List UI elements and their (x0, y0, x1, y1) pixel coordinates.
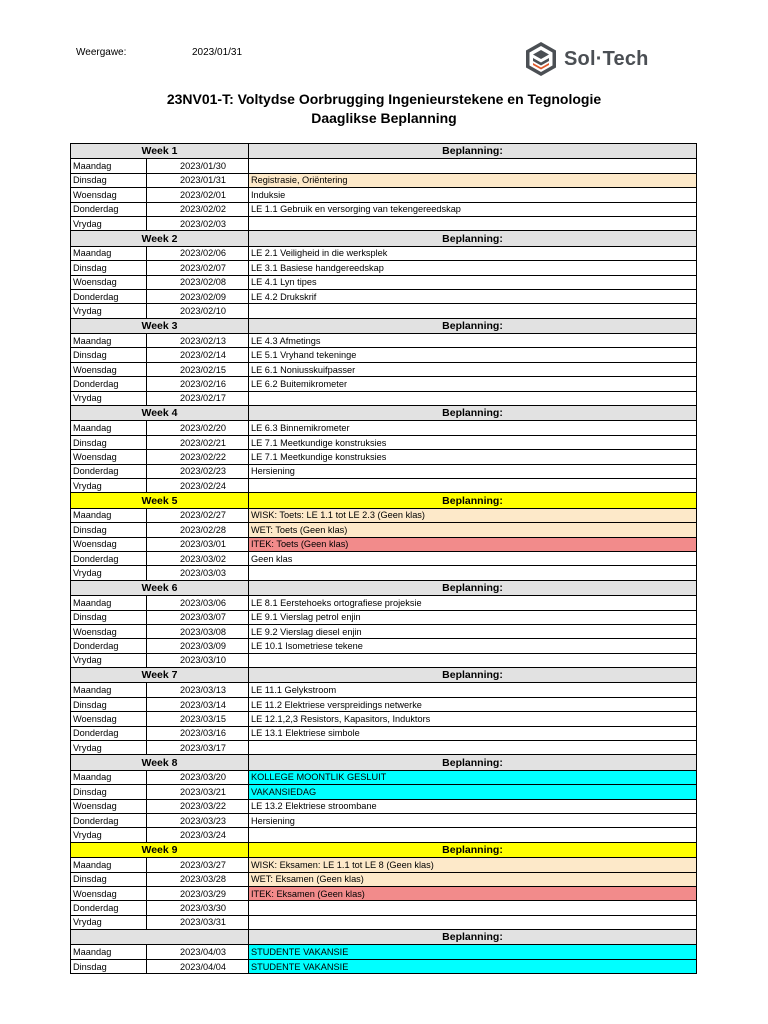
planning-header: Beplanning: (249, 668, 697, 683)
day-row (71, 537, 697, 551)
day-row (71, 421, 697, 435)
day-plan: LE 2.1 Veiligheid in die werksplek (249, 246, 697, 260)
day-date: 2023/02/27 (147, 508, 249, 522)
week-label: Week 6 (71, 580, 249, 595)
planning-table (70, 143, 697, 974)
day-date: 2023/02/24 (147, 478, 249, 492)
day-name: Vrydag (71, 304, 147, 318)
day-plan: ITEK: Toets (Geen klas) (249, 537, 697, 551)
day-plan (249, 216, 697, 230)
day-plan: LE 11.1 Gelykstroom (249, 683, 697, 697)
day-date: 2023/02/06 (147, 246, 249, 260)
day-name: Donderdag (71, 726, 147, 740)
day-row (71, 697, 697, 711)
day-name: Maandag (71, 508, 147, 522)
day-row (71, 289, 697, 303)
day-plan (249, 304, 697, 318)
view-date: 2023/01/31 (192, 47, 243, 58)
day-name: Vrydag (71, 216, 147, 230)
day-plan: LE 12.1,2,3 Resistors, Kapasitors, Induktors (249, 712, 697, 726)
day-row (71, 450, 697, 464)
day-plan: LE 9.1 Vierslag petrol enjin (249, 610, 697, 624)
day-name: Dinsdag (71, 872, 147, 886)
day-row (71, 216, 697, 230)
day-plan: LE 6.1 Noniusskuifpasser (249, 362, 697, 376)
day-name: Woensdag (71, 188, 147, 202)
day-row (71, 828, 697, 842)
day-row (71, 348, 697, 362)
day-date: 2023/02/01 (147, 188, 249, 202)
day-row (71, 770, 697, 784)
day-name: Dinsdag (71, 435, 147, 449)
week-label: Week 8 (71, 755, 249, 770)
day-date: 2023/03/09 (147, 639, 249, 653)
day-plan: LE 4.3 Afmetings (249, 334, 697, 348)
day-plan (249, 901, 697, 915)
day-name: Dinsdag (71, 261, 147, 275)
day-date: 2023/03/27 (147, 858, 249, 872)
view-label: Weergawe: (76, 47, 127, 58)
day-plan: LE 13.2 Elektriese stroombane (249, 799, 697, 813)
week-label: Week 4 (71, 406, 249, 421)
day-row (71, 377, 697, 391)
day-name: Maandag (71, 159, 147, 173)
day-name: Donderdag (71, 639, 147, 653)
day-name: Donderdag (71, 901, 147, 915)
day-plan: LE 4.2 Drukskrif (249, 289, 697, 303)
day-name: Woensdag (71, 537, 147, 551)
day-plan: WISK: Toets: LE 1.1 tot LE 2.3 (Geen klas) (249, 508, 697, 522)
day-date: 2023/02/07 (147, 261, 249, 275)
planning-header: Beplanning: (249, 406, 697, 421)
day-date: 2023/03/03 (147, 566, 249, 580)
day-plan: WET: Toets (Geen klas) (249, 523, 697, 537)
day-plan: Registrasie, Oriëntering (249, 173, 697, 187)
day-date: 2023/03/24 (147, 828, 249, 842)
day-name: Woensdag (71, 712, 147, 726)
day-date: 2023/03/14 (147, 697, 249, 711)
hexagon-logo-icon (524, 41, 558, 77)
day-name: Maandag (71, 683, 147, 697)
planning-header: Beplanning: (249, 930, 697, 945)
day-name: Vrydag (71, 828, 147, 842)
day-name: Dinsdag (71, 173, 147, 187)
day-name: Dinsdag (71, 959, 147, 973)
day-row (71, 275, 697, 289)
day-plan: LE 11.2 Elektriese verspreidings netwerke (249, 697, 697, 711)
planning-header: Beplanning: (249, 318, 697, 333)
day-row (71, 726, 697, 740)
day-date: 2023/01/30 (147, 159, 249, 173)
week-header-row (71, 493, 697, 508)
day-row (71, 391, 697, 405)
day-name: Maandag (71, 858, 147, 872)
day-date: 2023/03/22 (147, 799, 249, 813)
day-date: 2023/02/16 (147, 377, 249, 391)
day-name: Dinsdag (71, 697, 147, 711)
day-date: 2023/02/02 (147, 202, 249, 216)
day-date: 2023/02/22 (147, 450, 249, 464)
day-date: 2023/03/17 (147, 741, 249, 755)
day-name: Woensdag (71, 275, 147, 289)
day-date: 2023/03/28 (147, 872, 249, 886)
day-plan: LE 6.3 Binnemikrometer (249, 421, 697, 435)
day-row (71, 464, 697, 478)
day-row (71, 566, 697, 580)
planning-header: Beplanning: (249, 144, 697, 159)
day-date: 2023/03/10 (147, 653, 249, 667)
day-date: 2023/02/03 (147, 216, 249, 230)
day-row (71, 872, 697, 886)
soltech-logo (524, 40, 649, 78)
day-row (71, 202, 697, 216)
day-plan (249, 391, 697, 405)
day-row (71, 915, 697, 929)
day-plan: LE 9.2 Vierslag diesel enjin (249, 624, 697, 638)
day-plan: ITEK: Eksamen (Geen klas) (249, 886, 697, 900)
week-header-row (71, 231, 697, 246)
day-name: Dinsdag (71, 348, 147, 362)
day-plan: LE 7.1 Meetkundige konstruksies (249, 435, 697, 449)
day-plan: WET: Eksamen (Geen klas) (249, 872, 697, 886)
day-name: Maandag (71, 246, 147, 260)
day-name: Vrydag (71, 653, 147, 667)
day-plan: LE 7.1 Meetkundige konstruksies (249, 450, 697, 464)
day-name: Maandag (71, 945, 147, 959)
day-date: 2023/03/08 (147, 624, 249, 638)
logo-text: Sol·Tech (564, 47, 649, 70)
day-row (71, 362, 697, 376)
week-header-row (71, 755, 697, 770)
day-row (71, 261, 697, 275)
day-plan: VAKANSIEDAG (249, 785, 697, 799)
week-header-row (71, 406, 697, 421)
day-name: Donderdag (71, 551, 147, 565)
day-plan: Hersiening (249, 813, 697, 827)
week-label: Week 2 (71, 231, 249, 246)
day-date: 2023/03/06 (147, 596, 249, 610)
day-row (71, 639, 697, 653)
day-name: Woensdag (71, 450, 147, 464)
week-header-row (71, 144, 697, 159)
day-name: Dinsdag (71, 610, 147, 624)
day-plan (249, 828, 697, 842)
day-plan: LE 13.1 Elektriese simbole (249, 726, 697, 740)
day-date: 2023/02/20 (147, 421, 249, 435)
day-row (71, 741, 697, 755)
day-row (71, 712, 697, 726)
week-header-row (71, 580, 697, 595)
day-date: 2023/03/01 (147, 537, 249, 551)
week-label: Week 7 (71, 668, 249, 683)
planning-header: Beplanning: (249, 755, 697, 770)
day-row (71, 508, 697, 522)
day-row (71, 785, 697, 799)
day-plan: LE 3.1 Basiese handgereedskap (249, 261, 697, 275)
day-plan: STUDENTE VAKANSIE (249, 945, 697, 959)
day-row (71, 886, 697, 900)
page-subtitle: Daaglikse Beplanning (311, 110, 457, 126)
day-name: Donderdag (71, 464, 147, 478)
day-name: Woensdag (71, 362, 147, 376)
day-row (71, 334, 697, 348)
day-date: 2023/02/23 (147, 464, 249, 478)
week-header-row (71, 842, 697, 857)
planning-header: Beplanning: (249, 493, 697, 508)
day-row (71, 653, 697, 667)
day-name: Maandag (71, 770, 147, 784)
week-label: Week 9 (71, 842, 249, 857)
day-name: Maandag (71, 421, 147, 435)
day-plan: Induksie (249, 188, 697, 202)
day-row (71, 188, 697, 202)
day-name: Donderdag (71, 377, 147, 391)
day-row (71, 610, 697, 624)
day-plan: LE 8.1 Eerstehoeks ortografiese projeksie (249, 596, 697, 610)
planning-header: Beplanning: (249, 231, 697, 246)
day-date: 2023/03/21 (147, 785, 249, 799)
day-date: 2023/02/14 (147, 348, 249, 362)
day-name: Vrydag (71, 566, 147, 580)
day-row (71, 596, 697, 610)
day-plan: KOLLEGE MOONTLIK GESLUIT (249, 770, 697, 784)
day-row (71, 858, 697, 872)
day-name: Maandag (71, 334, 147, 348)
day-name: Vrydag (71, 741, 147, 755)
day-plan (249, 653, 697, 667)
day-date: 2023/02/21 (147, 435, 249, 449)
week-header-row (71, 318, 697, 333)
day-row (71, 173, 697, 187)
week-label (71, 930, 249, 945)
day-row (71, 159, 697, 173)
day-date: 2023/03/13 (147, 683, 249, 697)
day-row (71, 901, 697, 915)
day-name: Dinsdag (71, 785, 147, 799)
day-date: 2023/03/07 (147, 610, 249, 624)
day-row (71, 624, 697, 638)
day-date: 2023/03/29 (147, 886, 249, 900)
day-name: Vrydag (71, 391, 147, 405)
day-plan (249, 915, 697, 929)
day-plan (249, 566, 697, 580)
planning-header: Beplanning: (249, 580, 697, 595)
day-date: 2023/02/08 (147, 275, 249, 289)
planning-table-body (71, 144, 697, 974)
day-row (71, 945, 697, 959)
day-date: 2023/02/15 (147, 362, 249, 376)
day-row (71, 959, 697, 973)
day-row (71, 683, 697, 697)
day-date: 2023/02/28 (147, 523, 249, 537)
day-date: 2023/04/03 (147, 945, 249, 959)
day-date: 2023/02/13 (147, 334, 249, 348)
day-row (71, 478, 697, 492)
day-plan: LE 1.1 Gebruik en versorging van tekengereedskap (249, 202, 697, 216)
page-title: 23NV01-T: Voltydse Oorbrugging Ingenieurstekene en Tegnologie (166, 91, 602, 107)
day-plan: LE 5.1 Vryhand tekeninge (249, 348, 697, 362)
day-date: 2023/03/16 (147, 726, 249, 740)
day-name: Woensdag (71, 624, 147, 638)
day-date: 2023/03/23 (147, 813, 249, 827)
day-row (71, 523, 697, 537)
day-name: Donderdag (71, 813, 147, 827)
day-plan (249, 159, 697, 173)
planning-header: Beplanning: (249, 842, 697, 857)
day-name: Woensdag (71, 886, 147, 900)
week-label: Week 5 (71, 493, 249, 508)
day-row (71, 304, 697, 318)
day-name: Woensdag (71, 799, 147, 813)
day-date: 2023/03/20 (147, 770, 249, 784)
week-header-row (71, 930, 697, 945)
day-date: 2023/02/17 (147, 391, 249, 405)
day-row (71, 813, 697, 827)
day-date: 2023/02/10 (147, 304, 249, 318)
day-row (71, 799, 697, 813)
day-name: Donderdag (71, 289, 147, 303)
day-plan: Geen klas (249, 551, 697, 565)
day-row (71, 435, 697, 449)
day-plan: LE 6.2 Buitemikrometer (249, 377, 697, 391)
day-name: Donderdag (71, 202, 147, 216)
day-name: Maandag (71, 596, 147, 610)
day-plan (249, 741, 697, 755)
day-date: 2023/03/31 (147, 915, 249, 929)
day-date: 2023/03/02 (147, 551, 249, 565)
week-label: Week 3 (71, 318, 249, 333)
day-row (71, 551, 697, 565)
day-name: Vrydag (71, 478, 147, 492)
day-plan: Hersiening (249, 464, 697, 478)
day-plan: WISK: Eksamen: LE 1.1 tot LE 8 (Geen klas) (249, 858, 697, 872)
day-date: 2023/04/04 (147, 959, 249, 973)
day-plan: LE 4.1 Lyn tipes (249, 275, 697, 289)
day-date: 2023/03/30 (147, 901, 249, 915)
day-plan: STUDENTE VAKANSIE (249, 959, 697, 973)
day-date: 2023/01/31 (147, 173, 249, 187)
day-plan (249, 478, 697, 492)
week-label: Week 1 (71, 144, 249, 159)
day-name: Vrydag (71, 915, 147, 929)
day-date: 2023/03/15 (147, 712, 249, 726)
day-name: Dinsdag (71, 523, 147, 537)
day-plan: LE 10.1 Isometriese tekene (249, 639, 697, 653)
week-header-row (71, 668, 697, 683)
day-date: 2023/02/09 (147, 289, 249, 303)
day-row (71, 246, 697, 260)
